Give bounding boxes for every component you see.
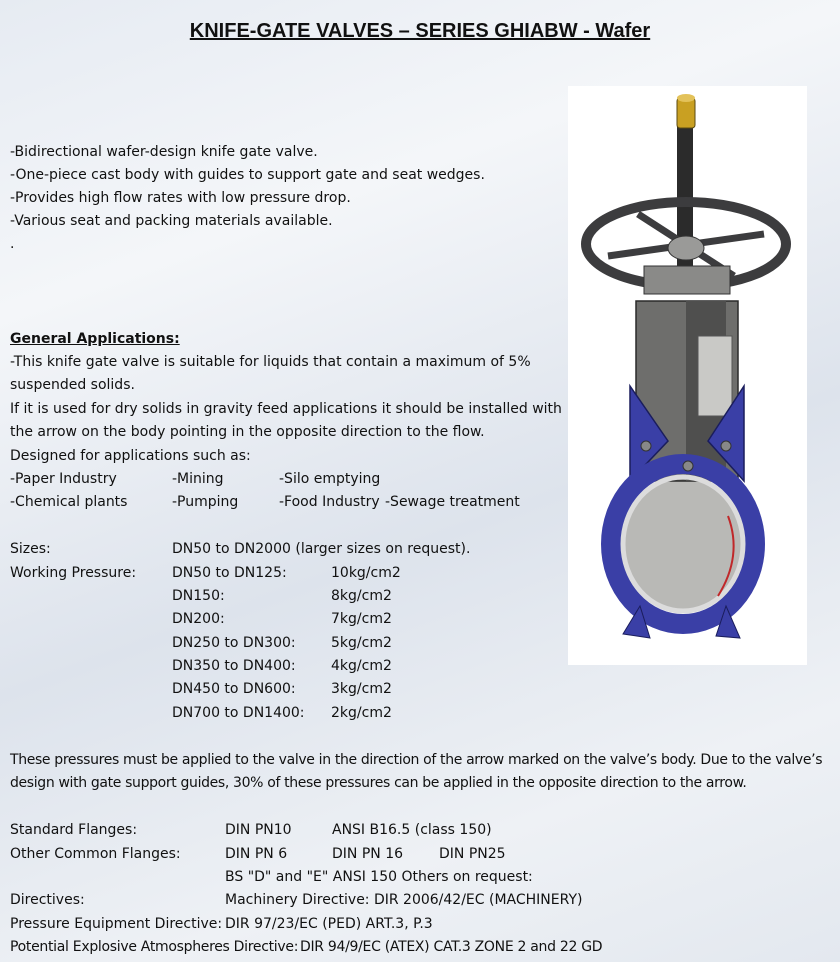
pressure-value: 4kg/cm2 bbox=[331, 658, 392, 674]
flange-value: ANSI B16.5 (class 150) bbox=[332, 822, 492, 838]
valve-product-image bbox=[568, 86, 807, 665]
pressure-value: 5kg/cm2 bbox=[331, 635, 392, 651]
page-title: KNIFE-GATE VALVES – SERIES GHIABW - Wafer bbox=[189, 20, 651, 42]
application-item: -Paper Industry bbox=[10, 471, 117, 487]
pressure-note: These pressures must be applied to the valve in the direction of the arrow marked on the valve’s body. Due to the valve’s bbox=[10, 752, 823, 768]
gate-plate bbox=[698, 336, 732, 416]
knife-gate-valve-illustration bbox=[568, 86, 807, 665]
stem-cap bbox=[677, 98, 695, 128]
pressure-note: design with gate support guides, 30% of these pressures can be applied in the opposite direction to the arrow. bbox=[10, 775, 747, 791]
applications-text: Designed for applications such as: bbox=[10, 448, 251, 464]
pressure-value: 10kg/cm2 bbox=[331, 565, 401, 581]
pressure-range: DN50 to DN125: bbox=[172, 565, 287, 581]
stem-cap-top bbox=[677, 94, 695, 102]
pressure-range: DN150: bbox=[172, 588, 225, 604]
applications-text: -This knife gate valve is suitable for liquids that contain a maximum of 5% bbox=[10, 354, 531, 370]
sizes-value: DN50 to DN2000 (larger sizes on request). bbox=[172, 541, 471, 557]
working-pressure-label: Working Pressure: bbox=[10, 565, 137, 581]
application-item: -Sewage treatment bbox=[385, 494, 520, 510]
pressure-range: DN200: bbox=[172, 611, 225, 627]
pressure-value: 7kg/cm2 bbox=[331, 611, 392, 627]
other-flanges-label: Other Common Flanges: bbox=[10, 846, 181, 862]
flange-value: DIN PN 6 bbox=[225, 846, 288, 862]
feature-item: . bbox=[10, 236, 15, 252]
flange-value: DIN PN10 bbox=[225, 822, 292, 838]
flange-value: DIN PN25 bbox=[439, 846, 506, 862]
flange-value: DIN PN 16 bbox=[332, 846, 404, 862]
bolt bbox=[721, 441, 731, 451]
directive-label: Pressure Equipment Directive: bbox=[10, 916, 223, 932]
applications-text: If it is used for dry solids in gravity feed applications it should be installed with bbox=[10, 401, 562, 417]
application-item: -Pumping bbox=[172, 494, 239, 510]
pressure-value: 3kg/cm2 bbox=[331, 681, 392, 697]
feature-item: -One-piece cast body with guides to support gate and seat wedges. bbox=[10, 167, 485, 183]
applications-text: the arrow on the body pointing in the opposite direction to the flow. bbox=[10, 424, 485, 440]
application-item: -Mining bbox=[172, 471, 224, 487]
pressure-range: DN450 to DN600: bbox=[172, 681, 296, 697]
pressure-value: 2kg/cm2 bbox=[331, 705, 392, 721]
yoke bbox=[644, 266, 730, 294]
other-flanges-note: BS "D" and "E" ANSI 150 Others on request: bbox=[225, 869, 533, 885]
directive-value: DIR 94/9/EC (ATEX) CAT.3 ZONE 2 and 22 GD bbox=[300, 939, 603, 955]
bolt bbox=[683, 461, 693, 471]
directive-value: Machinery Directive: DIR 2006/42/EC (MACHINERY) bbox=[225, 892, 583, 908]
feature-item: -Various seat and packing materials available. bbox=[10, 213, 333, 229]
bolt bbox=[641, 441, 651, 451]
feature-item: -Bidirectional wafer-design knife gate valve. bbox=[10, 144, 318, 160]
handwheel-hub bbox=[668, 236, 704, 260]
feature-item: -Provides high flow rates with low pressure drop. bbox=[10, 190, 351, 206]
pressure-value: 8kg/cm2 bbox=[331, 588, 392, 604]
pressure-range: DN250 to DN300: bbox=[172, 635, 296, 651]
directive-label: Directives: bbox=[10, 892, 85, 908]
application-item: -Food Industry bbox=[279, 494, 380, 510]
sizes-label: Sizes: bbox=[10, 541, 51, 557]
pressure-range: DN700 to DN1400: bbox=[172, 705, 305, 721]
standard-flanges-label: Standard Flanges: bbox=[10, 822, 138, 838]
application-item: -Silo emptying bbox=[279, 471, 381, 487]
directive-value: DIR 97/23/EC (PED) ART.3, P.3 bbox=[225, 916, 433, 932]
pressure-range: DN350 to DN400: bbox=[172, 658, 296, 674]
applications-text: suspended solids. bbox=[10, 377, 135, 393]
application-item: -Chemical plants bbox=[10, 494, 128, 510]
directive-label: Potential Explosive Atmospheres Directive: bbox=[10, 939, 299, 955]
general-applications-heading: General Applications: bbox=[10, 331, 180, 347]
